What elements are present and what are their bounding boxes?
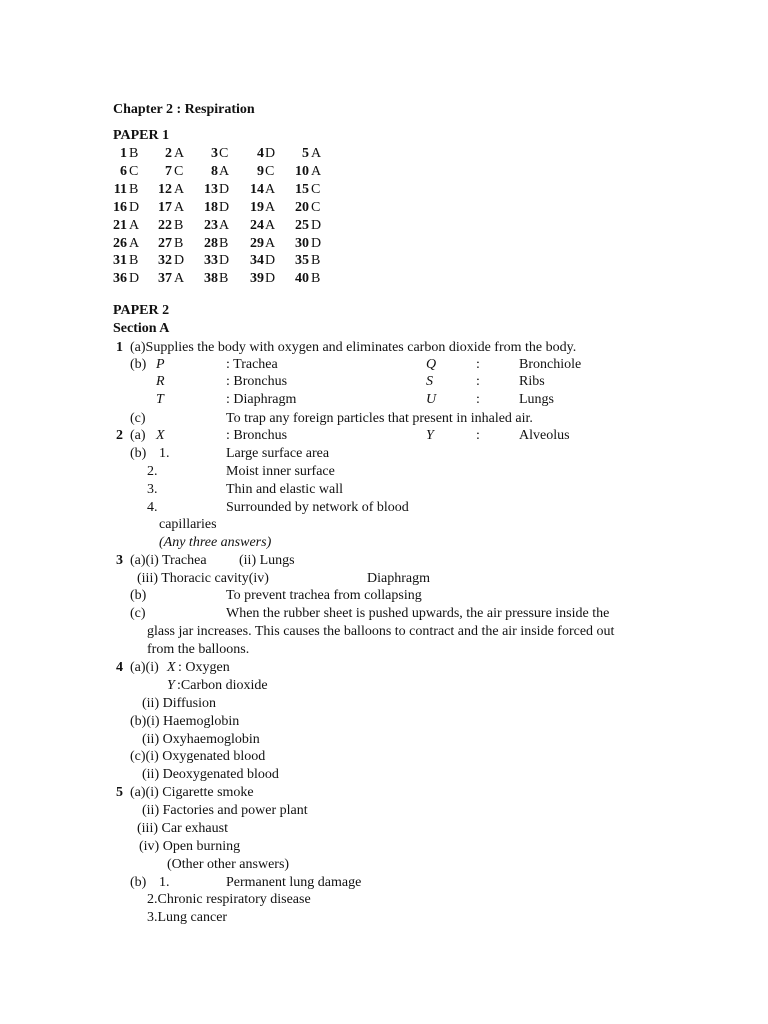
q5-b1-num: 1. [159,875,170,890]
mcq-answer-letter: A [265,218,276,233]
mcq-answer-letter: C [265,164,275,179]
q3-c-line3: from the balloons. [147,642,250,657]
mcq-question-number: 5 [302,146,309,161]
q1-b-sep-s: : [476,374,480,389]
q3-a-line1-b: (ii) Lungs [239,553,295,568]
mcq-answer-letter: D [219,253,230,268]
mcq-question-number: 28 [204,236,218,251]
mcq-answer-letter: B [311,271,321,286]
q3-b-label: (b) [130,588,147,603]
mcq-question-number: 20 [295,200,309,215]
mcq-answer-letter: C [219,146,229,161]
q4-b1: (b)(i) Haemoglobin [130,714,240,729]
q1-b-value-p: : Trachea [226,357,278,372]
mcq-question-number: 13 [204,182,218,197]
q3-a-line1-a: (a)(i) Trachea [130,553,207,568]
mcq-answer-letter: D [129,271,140,286]
q1-b-label-s: S [426,374,433,389]
q1-b-value-t: : Diaphragm [226,392,297,407]
q2-a-value-y: Alveolus [519,428,570,443]
mcq-question-number: 16 [113,200,127,215]
q1-b-label-u: U [426,392,437,407]
q2-a-sep-y: : [476,428,480,443]
mcq-question-number: 19 [250,200,264,215]
mcq-question-number: 33 [204,253,218,268]
q2-b-label: (b) [130,446,147,461]
q4-a1-value-y: :Carbon dioxide [177,678,268,693]
q1-b-label-r: R [156,374,165,389]
mcq-answer-letter: C [311,182,321,197]
mcq-question-number: 37 [158,271,172,286]
mcq-question-number: 32 [158,253,172,268]
mcq-answer-letter: D [219,200,230,215]
q2-b-item-4: Surrounded by network of blood [226,500,409,515]
mcq-question-number: 31 [113,253,127,268]
mcq-answer-letter: D [265,253,276,268]
q3-c-label: (c) [130,606,146,621]
mcq-answer-letter: D [265,271,276,286]
q2-a-label-x: X [156,428,165,443]
mcq-question-number: 14 [250,182,264,197]
q2-a-value-x: : Bronchus [226,428,288,443]
q3-b-answer: To prevent trachea from collapsing [226,588,422,603]
mcq-question-number: 29 [250,236,264,251]
q2-b-item-2-num: 2. [147,464,158,479]
q4-c2: (ii) Deoxygenated blood [142,767,279,782]
mcq-answer-letter: A [311,164,322,179]
mcq-question-number: 10 [295,164,309,179]
mcq-question-number: 38 [204,271,218,286]
q1-b-sep-q: : [476,357,480,372]
mcq-answer-letter: A [174,182,185,197]
mcq-question-number: 35 [295,253,309,268]
paper1-heading: PAPER 1 [113,128,170,143]
mcq-question-number: 3 [211,146,218,161]
mcq-question-number: 7 [165,164,172,179]
mcq-answer-letter: A [129,236,140,251]
q1-c-label: (c) [130,411,146,426]
mcq-answer-letter: B [129,182,139,197]
q4-a1-label-y: Y [167,678,175,693]
q5-a3: (iii) Car exhaust [137,821,228,836]
mcq-question-number: 36 [113,271,127,286]
q5-b1: Permanent lung damage [226,875,362,890]
mcq-answer-letter: A [174,146,185,161]
q1-b-label-p: P [156,357,165,372]
mcq-question-number: 22 [158,218,172,233]
question-number-4: 4 [116,660,123,675]
q1-b-sep-u: : [476,392,480,407]
mcq-answer-letter: C [129,164,139,179]
mcq-answer-letter: A [174,200,185,215]
mcq-answer-letter: C [174,164,184,179]
q5-a1: (a)(i) Cigarette smoke [130,785,254,800]
mcq-question-number: 27 [158,236,172,251]
q2-note: (Any three answers) [159,535,272,550]
mcq-question-number: 40 [295,271,309,286]
q5-a4: (iv) Open burning [139,839,241,854]
q4-c1: (c)(i) Oxygenated blood [130,749,266,764]
q5-a-note: (Other other answers) [167,857,290,872]
question-number-3: 3 [116,553,123,568]
mcq-question-number: 8 [211,164,218,179]
q4-a1-prefix: (a)(i) [130,660,159,675]
mcq-question-number: 18 [204,200,218,215]
mcq-question-number: 23 [204,218,218,233]
q2-b-item-3-num: 3. [147,482,158,497]
mcq-answer-letter: B [311,253,321,268]
mcq-answer-letter: B [174,218,184,233]
mcq-answer-letter: B [219,236,229,251]
mcq-answer-letter: B [219,271,229,286]
q4-a1-value-x: : Oxygen [178,660,230,675]
q2-b-item-4-continued: capillaries [159,517,217,532]
mcq-answer-letter: A [311,146,322,161]
mcq-answer-letter: A [174,271,185,286]
mcq-answer-letter: B [129,253,139,268]
mcq-question-number: 2 [165,146,172,161]
mcq-question-number: 6 [120,164,127,179]
mcq-answer-letter: B [174,236,184,251]
q5-b3: 3.Lung cancer [147,910,228,925]
question-number-2: 2 [116,428,123,443]
mcq-question-number: 26 [113,236,127,251]
q3-c-line1: When the rubber sheet is pushed upwards, the air pressure inside the [226,606,610,621]
q1-b-value-q: Bronchiole [519,357,582,372]
mcq-answer-letter: D [265,146,276,161]
q1-b-value-s: Ribs [519,374,545,389]
mcq-answer-letter: D [129,200,140,215]
mcq-question-number: 4 [257,146,264,161]
q5-a2: (ii) Factories and power plant [142,803,308,818]
q1-c-answer: To trap any foreign particles that present in inhaled air. [226,411,533,426]
q2-a-label: (a) [130,428,146,443]
mcq-question-number: 11 [113,182,127,197]
mcq-answer-letter: B [129,146,139,161]
q4-a1-label-x: X [167,660,176,675]
question-number-1: 1 [116,340,123,355]
q2-b-item-2: Moist inner surface [226,464,335,479]
chapter-title: Chapter 2 : Respiration [113,102,255,117]
mcq-question-number: 17 [158,200,172,215]
q2-b-item-1: Large surface area [226,446,330,461]
mcq-question-number: 30 [295,236,309,251]
q1-b-label-t: T [156,392,164,407]
q1-b-value-u: Lungs [519,392,554,407]
mcq-answer-letter: A [129,218,140,233]
mcq-question-number: 39 [250,271,264,286]
section-a-heading: Section A [113,321,170,336]
q2-b-item-3: Thin and elastic wall [226,482,344,497]
q1-b-label: (b) [130,357,147,372]
mcq-question-number: 24 [250,218,264,233]
mcq-question-number: 34 [250,253,264,268]
q5-b-label: (b) [130,875,147,890]
q3-a-line2-b: Diaphragm [367,571,430,586]
mcq-answer-letter: D [219,182,230,197]
q3-c-line2: glass jar increases. This causes the balloons to contract and the air inside forced out [147,624,615,639]
mcq-answer-letter: C [311,200,321,215]
mcq-answer-letter: D [311,218,322,233]
mcq-answer-letter: A [265,182,276,197]
question-number-5: 5 [116,785,123,800]
mcq-answer-letter: A [265,200,276,215]
q4-b2: (ii) Oxyhaemoglobin [142,732,260,747]
q2-a-label-y: Y [426,428,434,443]
mcq-question-number: 9 [257,164,264,179]
mcq-answer-letter: A [219,164,230,179]
q4-a2: (ii) Diffusion [142,696,217,711]
mcq-question-number: 12 [158,182,172,197]
mcq-answer-letter: A [219,218,230,233]
mcq-question-number: 21 [113,218,127,233]
q1-b-label-q: Q [426,357,437,372]
mcq-answer-letter: A [265,236,276,251]
mcq-question-number: 25 [295,218,309,233]
mcq-answer-letter: D [174,253,185,268]
paper2-heading: PAPER 2 [113,303,170,318]
q2-b-item-4-num: 4. [147,500,158,515]
q3-a-line2-a: (iii) Thoracic cavity(iv) [137,571,269,586]
mcq-question-number: 1 [120,146,127,161]
mcq-question-number: 15 [295,182,309,197]
q2-b-item-1-num: 1. [159,446,170,461]
mcq-answer-letter: D [311,236,322,251]
q1-b-value-r: : Bronchus [226,374,288,389]
q5-b2: 2.Chronic respiratory disease [147,892,311,907]
q1-a-answer: (a)Supplies the body with oxygen and eliminates carbon dioxide from the body. [130,340,577,355]
